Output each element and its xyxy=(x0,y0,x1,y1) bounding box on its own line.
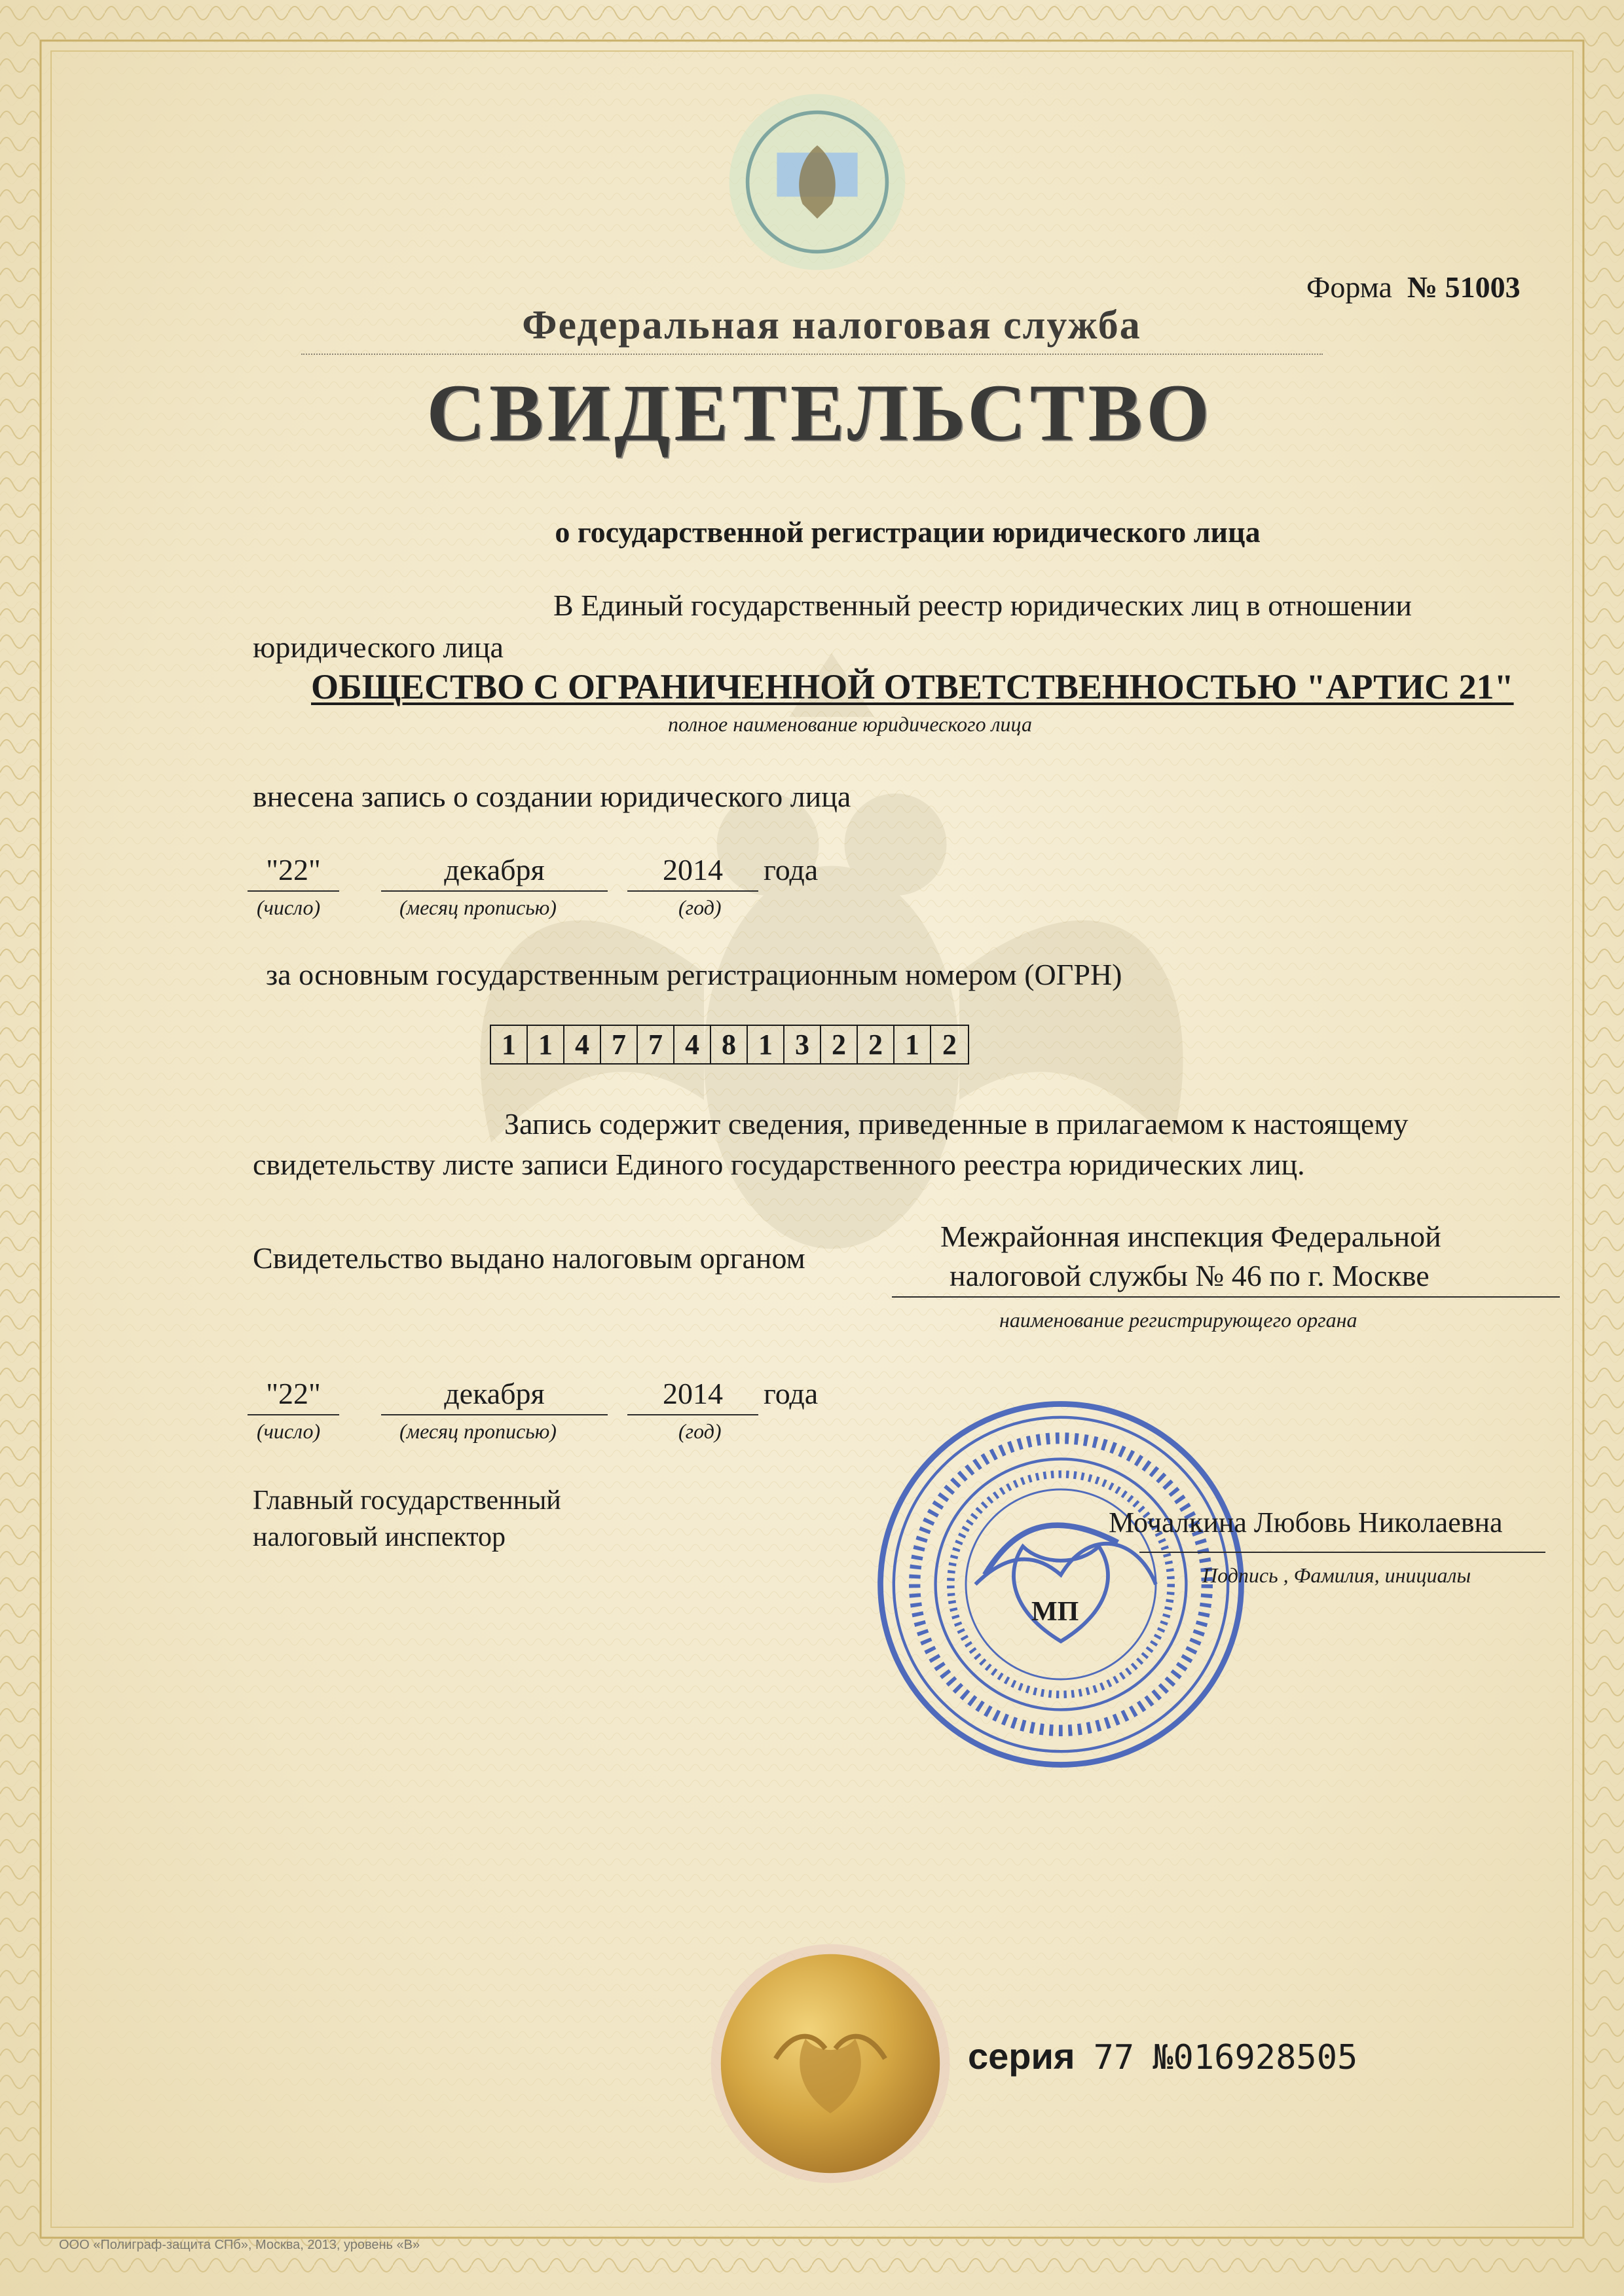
signature-line xyxy=(1139,1552,1545,1553)
reg-year: 2014 xyxy=(663,853,723,886)
stamp-place-label: МП xyxy=(1031,1597,1079,1627)
ogrn-digit: 1 xyxy=(491,1026,528,1063)
issue-month: декабря xyxy=(444,1377,545,1410)
ogrn-digit: 2 xyxy=(821,1026,858,1063)
record-note-line-1: Запись содержит сведения, приведенные в прилагаемом к настоящему xyxy=(504,1107,1409,1140)
ogrn-label: за основным государственным регистрационным номером (ОГРН) xyxy=(266,958,1122,991)
ogrn-digit: 7 xyxy=(601,1026,638,1063)
issue-day-line xyxy=(248,1414,339,1415)
reg-month: декабря xyxy=(444,853,545,886)
document-subtitle: о государственной регистрации юридического лица xyxy=(555,515,1261,549)
reg-month-hint: (месяц прописью) xyxy=(399,896,557,919)
issuing-authority-hint: наименование регистрирующего органа xyxy=(999,1308,1357,1332)
intro-line-1: В Единый государственный реестр юридических лиц в отношении xyxy=(553,589,1412,622)
issue-month-line xyxy=(381,1414,608,1415)
ogrn-digit: 7 xyxy=(638,1026,674,1063)
record-text: внесена запись о создании юридического лица xyxy=(253,780,851,813)
hologram-emblem-icon xyxy=(726,90,909,274)
issued-by-label: Свидетельство выдано налоговым органом xyxy=(253,1241,805,1275)
intro-line-2: юридического лица xyxy=(253,630,504,664)
issuing-authority-line-2: налоговой службы № 46 по г. Москве xyxy=(950,1259,1430,1292)
tax-office-stamp-icon xyxy=(871,1394,1251,1774)
issue-month-hint: (месяц прописью) xyxy=(399,1419,557,1443)
reg-day: "22" xyxy=(266,853,321,886)
ogrn-digit: 2 xyxy=(858,1026,895,1063)
company-name: ОБЩЕСТВО С ОГРАНИЧЕННОЙ ОТВЕТСТВЕННОСТЬЮ "АРТИС 21" xyxy=(311,667,1514,706)
issue-day: "22" xyxy=(266,1377,321,1410)
issuing-authority-line-1: Межрайонная инспекция Федеральной xyxy=(940,1220,1441,1253)
reg-year-line xyxy=(627,890,758,892)
inspector-title-line-1: Главный государственный xyxy=(253,1485,561,1516)
gold-seal-icon xyxy=(706,1939,955,2188)
inspector-title-line-2: налоговый инспектор xyxy=(253,1522,506,1552)
series-number: серия 77 №016928505 xyxy=(968,2035,1358,2077)
signer-name: Мочалкина Любовь Николаевна xyxy=(1109,1506,1503,1539)
ogrn-digit: 4 xyxy=(564,1026,601,1063)
reg-year-suffix: года xyxy=(764,853,819,886)
ogrn-digit: 4 xyxy=(674,1026,711,1063)
ogrn-digit: 1 xyxy=(895,1026,931,1063)
ogrn-digit: 3 xyxy=(784,1026,821,1063)
issue-year-hint: (год) xyxy=(678,1419,722,1443)
divider xyxy=(301,354,1323,355)
document-title: СВИДЕТЕЛЬСТВО xyxy=(426,368,1213,458)
reg-day-line xyxy=(248,890,339,892)
ogrn-number xyxy=(490,1025,969,1065)
record-note-line-2: свидетельству листе записи Единого государственного реестра юридических лиц. xyxy=(253,1148,1305,1181)
ogrn-digit: 1 xyxy=(528,1026,564,1063)
printer-note: ООО «Полиграф-защита СПб», Москва, 2013, уровень «В» xyxy=(59,2238,420,2252)
issue-year-suffix: года xyxy=(764,1377,819,1410)
reg-month-line xyxy=(381,890,608,892)
issue-year: 2014 xyxy=(663,1377,723,1410)
issue-year-line xyxy=(627,1414,758,1415)
authority-name: Федеральная налоговая служба xyxy=(522,303,1141,348)
ogrn-digit: 8 xyxy=(711,1026,748,1063)
company-name-hint: полное наименование юридического лица xyxy=(668,712,1032,736)
issue-day-hint: (число) xyxy=(257,1419,321,1443)
reg-year-hint: (год) xyxy=(678,896,722,919)
reg-day-hint: (число) xyxy=(257,896,321,919)
form-number: Форма № 51003 xyxy=(1306,270,1521,304)
signature-hint: Подпись , Фамилия, инициалы xyxy=(1202,1563,1471,1587)
ogrn-digit: 2 xyxy=(942,1029,957,1061)
issuing-authority-line xyxy=(892,1296,1560,1298)
ogrn-digit: 1 xyxy=(748,1026,784,1063)
